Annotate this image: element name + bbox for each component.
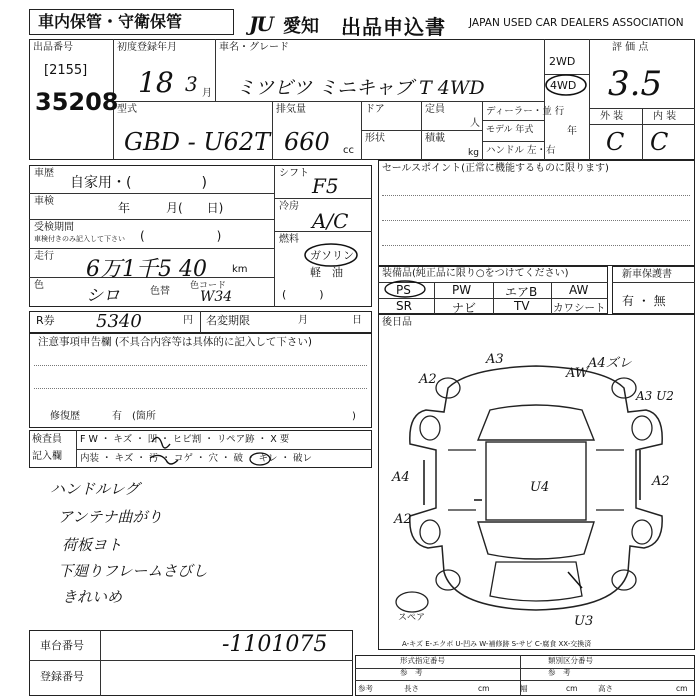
reception-label: 受検期間 — [34, 222, 74, 233]
color-replace-label: 色替 — [150, 286, 170, 297]
interior-label: 内 装 — [653, 111, 677, 122]
color-value: シロ — [86, 286, 120, 306]
shift-value: F5 — [312, 174, 339, 198]
load-unit: kg — [468, 148, 479, 158]
displacement-value: 660 — [284, 128, 330, 156]
model-year-unit: 年 — [567, 126, 577, 137]
equip-seat: カワシート — [553, 302, 606, 314]
diagram-mark-a3-top: A3 — [486, 352, 504, 367]
height-cm: cm — [676, 684, 688, 693]
english-title: JAPAN USED CAR DEALERS ASSOCIATION — [469, 17, 684, 29]
drive-4wd-circle — [543, 72, 589, 98]
diagram-mark-a2-left: A2 — [394, 512, 412, 527]
later-date-label: 後日品 — [382, 317, 412, 328]
inspection-label: 車検 — [34, 196, 54, 207]
fuel-light-oil: 軽 油 — [310, 266, 343, 279]
equip-pw: PW — [452, 283, 472, 297]
diagram-mark-a2-topleft: A2 — [419, 372, 437, 387]
color-label: 色 — [34, 280, 44, 291]
color-code-label: 色コード — [190, 281, 227, 291]
handwritten-note-3: 荷板ヨト — [62, 536, 123, 554]
capacity-label: 定員 — [425, 104, 445, 115]
reg-label: 登録番号 — [40, 670, 84, 683]
displacement-label: 排気量 — [276, 104, 306, 115]
history-label: 車歴 — [34, 168, 54, 179]
warranty-value: 有 ・ 無 — [622, 294, 666, 308]
equip-tv: TV — [514, 299, 530, 313]
notes-label: 注意事項申告欄 (不具合内容等は具体的に記入して下さい) — [38, 336, 313, 348]
mileage-unit: km — [232, 264, 248, 275]
width-cm: cm — [566, 684, 578, 693]
equip-airbag: エアB — [505, 285, 538, 299]
inspector-marks — [140, 430, 280, 468]
length-cm: cm — [478, 684, 490, 693]
handwritten-note-4: 下廻りフレームさびし — [58, 562, 208, 580]
chassis-value: -1101075 — [222, 632, 328, 657]
class-label2: 参 考 — [548, 668, 571, 677]
fuel-label: 燃料 — [279, 234, 299, 245]
width-label: 幅 — [520, 684, 528, 693]
exterior-value: C — [606, 128, 625, 156]
diagram-mark-u4: U4 — [530, 480, 550, 495]
mileage-label: 走行 — [34, 251, 54, 262]
dealer-label: ディーラー・並 行 — [486, 106, 565, 117]
fuel-gasoline-circle — [302, 240, 362, 268]
diagram-mark-a4-left: A4 — [392, 470, 410, 485]
storage-label: 車内保管・守衛保管 — [38, 12, 183, 31]
chassis-label: 車台番号 — [40, 639, 84, 652]
name-change-month: 月 — [298, 315, 308, 326]
repair-label: 修復歴 — [50, 411, 80, 422]
ju-logo: JU — [249, 12, 272, 36]
r-ticket-value: 5340 — [96, 311, 142, 332]
equip-navi: ナビ — [452, 301, 477, 315]
drive-4wd: 4WD — [550, 79, 577, 92]
first-reg-month-unit: 月 — [202, 88, 212, 99]
history-value: 自家用・( ) — [70, 175, 207, 191]
equip-aw: AW — [569, 283, 589, 297]
inspection-value: 年 月( 日) — [118, 201, 224, 215]
shift-label: シフト — [279, 168, 309, 179]
sales-point-label: セールスポイント(正常に機能するものに限ります) — [382, 163, 609, 174]
diagram-mark-aw: AW — [566, 366, 589, 381]
spare-label: スペア — [398, 613, 426, 623]
class-label1: 類別区分番号 — [548, 656, 593, 665]
mileage-value: 6万1千5 40 — [86, 257, 207, 282]
first-reg-label: 初度登録年月 — [117, 42, 177, 53]
model-grade-label: 車名・グレード — [219, 42, 289, 53]
fuel-paren: ( ) — [282, 288, 324, 301]
rating-label: 評 価 点 — [612, 42, 649, 53]
form-title: 出品申込書 — [341, 15, 446, 39]
drive-2wd: 2WD — [549, 55, 576, 68]
load-label: 積載 — [425, 133, 445, 144]
handwritten-note-2: アンテナ曲がり — [58, 508, 163, 526]
spec-label1: 形式指定番号 — [400, 656, 445, 665]
reception-value: ( ) — [140, 229, 222, 243]
inspector-label2: 記入欄 — [32, 451, 62, 462]
model-year-label: モデル 年式 — [486, 125, 534, 135]
cooler-label: 冷房 — [279, 201, 299, 212]
diagram-legend: A-キズ E-エクボ U-凹み W-補修跡 S-サビ C-腐食 XX-交換済 — [402, 640, 592, 648]
equip-sr: SR — [396, 299, 412, 313]
warranty-label: 新車保護書 — [622, 269, 672, 280]
model-grade-value: ミツビツ ミニキャブ T 4WD — [236, 77, 485, 99]
diagram-mark-a3-right: A3 U2 — [636, 389, 674, 403]
repair-close: ) — [352, 411, 356, 422]
lot-number-small: [2155] — [44, 63, 88, 78]
door-label: ドア — [365, 104, 385, 115]
inspector-row2: 内装 ・ キズ ・ 汚 ・ コゲ ・ 穴 ・ 破 ・ キレ ・ 破レ — [80, 453, 312, 464]
inspector-row1: F W ・ キズ ・ 凹 ・ ヒビ割 ・ リペア跡 ・ X 要 — [80, 434, 290, 445]
reception-note: 車検付きのみ記入して下さい — [34, 235, 125, 243]
handwritten-note-1: ハンドルレグ — [50, 480, 140, 498]
length-label: 長さ — [404, 684, 419, 693]
handwritten-note-5: きれいめ — [62, 588, 123, 606]
ref-label: 参考 — [358, 684, 373, 693]
model-code-value: GBD - U62T — [124, 128, 271, 156]
handle-label: ハンドル 左・右 — [486, 145, 556, 156]
shape-label: 形状 — [365, 133, 385, 144]
equip-ps: PS — [396, 283, 411, 297]
repair-value: 有 (箇所 — [112, 411, 156, 422]
sales-point-box — [378, 160, 695, 266]
cooler-value: A/C — [312, 209, 349, 233]
spec-label2: 参 考 — [400, 668, 423, 677]
equip-ps-circle — [382, 279, 428, 299]
height-label: 高さ — [598, 684, 613, 693]
name-change-day: 日 — [352, 315, 362, 326]
rating-value: 3.5 — [608, 64, 663, 104]
interior-value: C — [650, 128, 669, 156]
lot-number: 35208 — [35, 88, 119, 116]
displacement-unit: cc — [343, 145, 354, 156]
equipment-label: 装備品(純正品に限り○をつけてください) — [382, 268, 569, 279]
exterior-label: 外 装 — [600, 111, 624, 122]
diagram-mark-a4-top: A4ズレ — [588, 356, 632, 371]
first-reg-year: 18 — [138, 66, 174, 99]
model-code-label: 型式 — [117, 104, 137, 115]
first-reg-month: 3 — [185, 72, 198, 96]
r-ticket-unit: 円 — [183, 315, 193, 326]
inspector-label1: 検査員 — [32, 434, 62, 445]
name-change-label: 名変期限 — [206, 314, 250, 327]
capacity-unit: 人 — [470, 118, 480, 129]
diagram-mark-u3: U3 — [574, 614, 594, 629]
fuel-gasoline: ガソリン — [310, 249, 354, 262]
lot-number-label: 出品番号 — [33, 42, 73, 53]
org-name: 愛知 — [283, 16, 319, 37]
diagram-mark-a2-right: A2 — [652, 474, 670, 489]
color-code-value: W34 — [200, 289, 233, 305]
r-ticket-label: R券 — [36, 314, 55, 327]
